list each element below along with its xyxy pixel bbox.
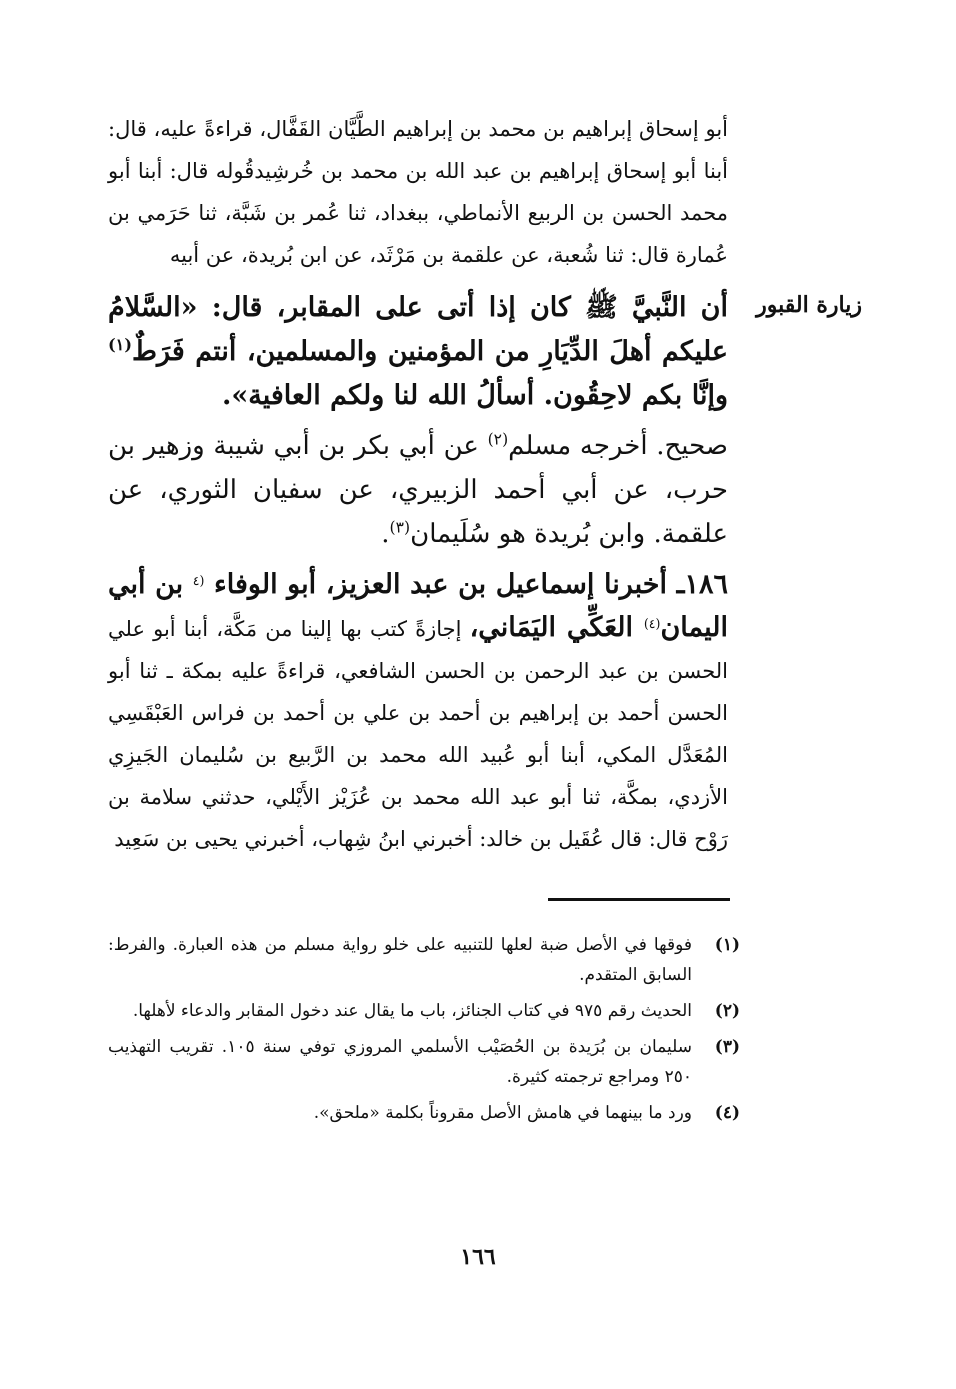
footnote-ref-2[interactable]: (٢) xyxy=(487,430,509,449)
entry-186-paragraph xyxy=(108,564,728,860)
footnote-text: فوقها في الأصل ضبة لعلها للتنبيه على خلو رواية مسلم من هذه العبارة. والفرط: السابق المتقدم. xyxy=(108,935,692,985)
footnote-ref-3[interactable]: (٣) xyxy=(389,518,411,537)
grading-text-part: صحيح. أخرجه مسلم xyxy=(508,431,728,461)
footnote-text: سليمان بن بُرَيدة بن الحُصَيْب الأسلمي المروزي توفي سنة ١٠٥. تقريب التهذيب ٢٥٠ ومراجع ترجمته كثيرة. xyxy=(108,1037,692,1087)
footnote-ref-4-open[interactable]: (٤ xyxy=(192,573,205,588)
grading-paragraph xyxy=(108,424,728,556)
footnote-text: الحديث رقم ٩٧٥ في كتاب الجنائز، باب ما يقال عند دخول المقابر والدعاء لأهلها. xyxy=(132,1001,692,1021)
footnotes xyxy=(108,930,740,1134)
grading-text-part: عن أبي بكر بن أبي شيبة وزهير بن حرب، عن أبي أحمد الزبيري، عن سفيان الثوري، عن علقمة. وابن بُريدة هو سُلَيمان xyxy=(108,431,728,549)
page-number: ١٦٦ xyxy=(460,1244,496,1270)
footnote-item xyxy=(108,996,740,1026)
footnote-item xyxy=(108,1032,740,1092)
entry-heading: ١٨٦ـ أخبرنا إسماعيل بن عبد العزيز، أبو الوفاء xyxy=(204,569,729,600)
entry-heading: العَكِّي اليَمَاني، xyxy=(469,612,644,643)
isnad-paragraph: أبو إسحاق إبراهيم بن محمد بن إبراهيم الطَّيَّان القَفَّال، قراءةً عليه، قال: أبنا أبو إسحاق إبراهيم بن عبد الله بن محمد بن خُرشِيدقُوله قال: أبنا أبو محمد الحسن بن الربيع الأنماطي، ببغداد، ثنا عُمر بن شَبَّة، ثنا حَرَمي بن عُمارة قال: ثنا شُعبة، عن علقمة بن مَرْثَد، عن ابن بُريدة، عن أبيه xyxy=(108,117,728,267)
footnote-separator xyxy=(548,898,730,901)
footnote-ref-1[interactable]: (١) xyxy=(108,335,133,354)
grading-text-part: . xyxy=(381,519,390,549)
footnote-number: (٣) xyxy=(714,1037,740,1057)
entry-heading: بن أبي اليمان xyxy=(108,569,728,643)
hadith-text-part: وإنَّا بكم لاحِقُون. أسألُ الله لنا ولكم العافية». xyxy=(221,380,728,411)
footnote-item xyxy=(108,1098,740,1128)
footnote-number: (٤) xyxy=(714,1103,740,1123)
footnote-ref-4-close[interactable]: (٤) xyxy=(643,616,661,631)
footnote-number: (٢) xyxy=(714,1001,740,1021)
footnote-number: (١) xyxy=(714,935,740,955)
footnote-item xyxy=(108,930,740,990)
hadith-text-part: أن النَّبيَّ ﷺ كان إذا أتى على المقابر، قال: «السَّلامُ عليكم أهلَ الدِّيَارِ من المؤمنين والمسلمين، أنتم فَرَطٌ xyxy=(108,292,728,367)
hadith-text xyxy=(108,286,728,418)
side-heading: زيارة القبور xyxy=(756,292,862,318)
entry-body: إجازةً كتب بها إلينا من مَكَّة، أبنا أبو علي الحسن بن عبد الرحمن بن الحسن الشافعي، قراءةً عليه بمكة ـ ثنا أبو الحسن أحمد بن إبراهيم بن أحمد بن علي بن أحمد بن فراس العَبْقَسِي المُعَدَّل المكي، أبنا أبو عُبيد الله محمد بن الرَّبيع بن سُليمان الجَيزِي الأزدي، بمكَّة، ثنا أبو عبد الله محمد بن عُزَيْز الأَيْلي، حدثني سلامة بن رَوْح قال: قال عُقَيل بن خالد: أخبرني ابنُ شِهاب، أخبرني يحيى بن سَعِيد xyxy=(108,617,728,851)
footnote-text: ورد ما بينهما في هامش الأصل مقروناً بكلمة «ملحق». xyxy=(313,1103,692,1123)
